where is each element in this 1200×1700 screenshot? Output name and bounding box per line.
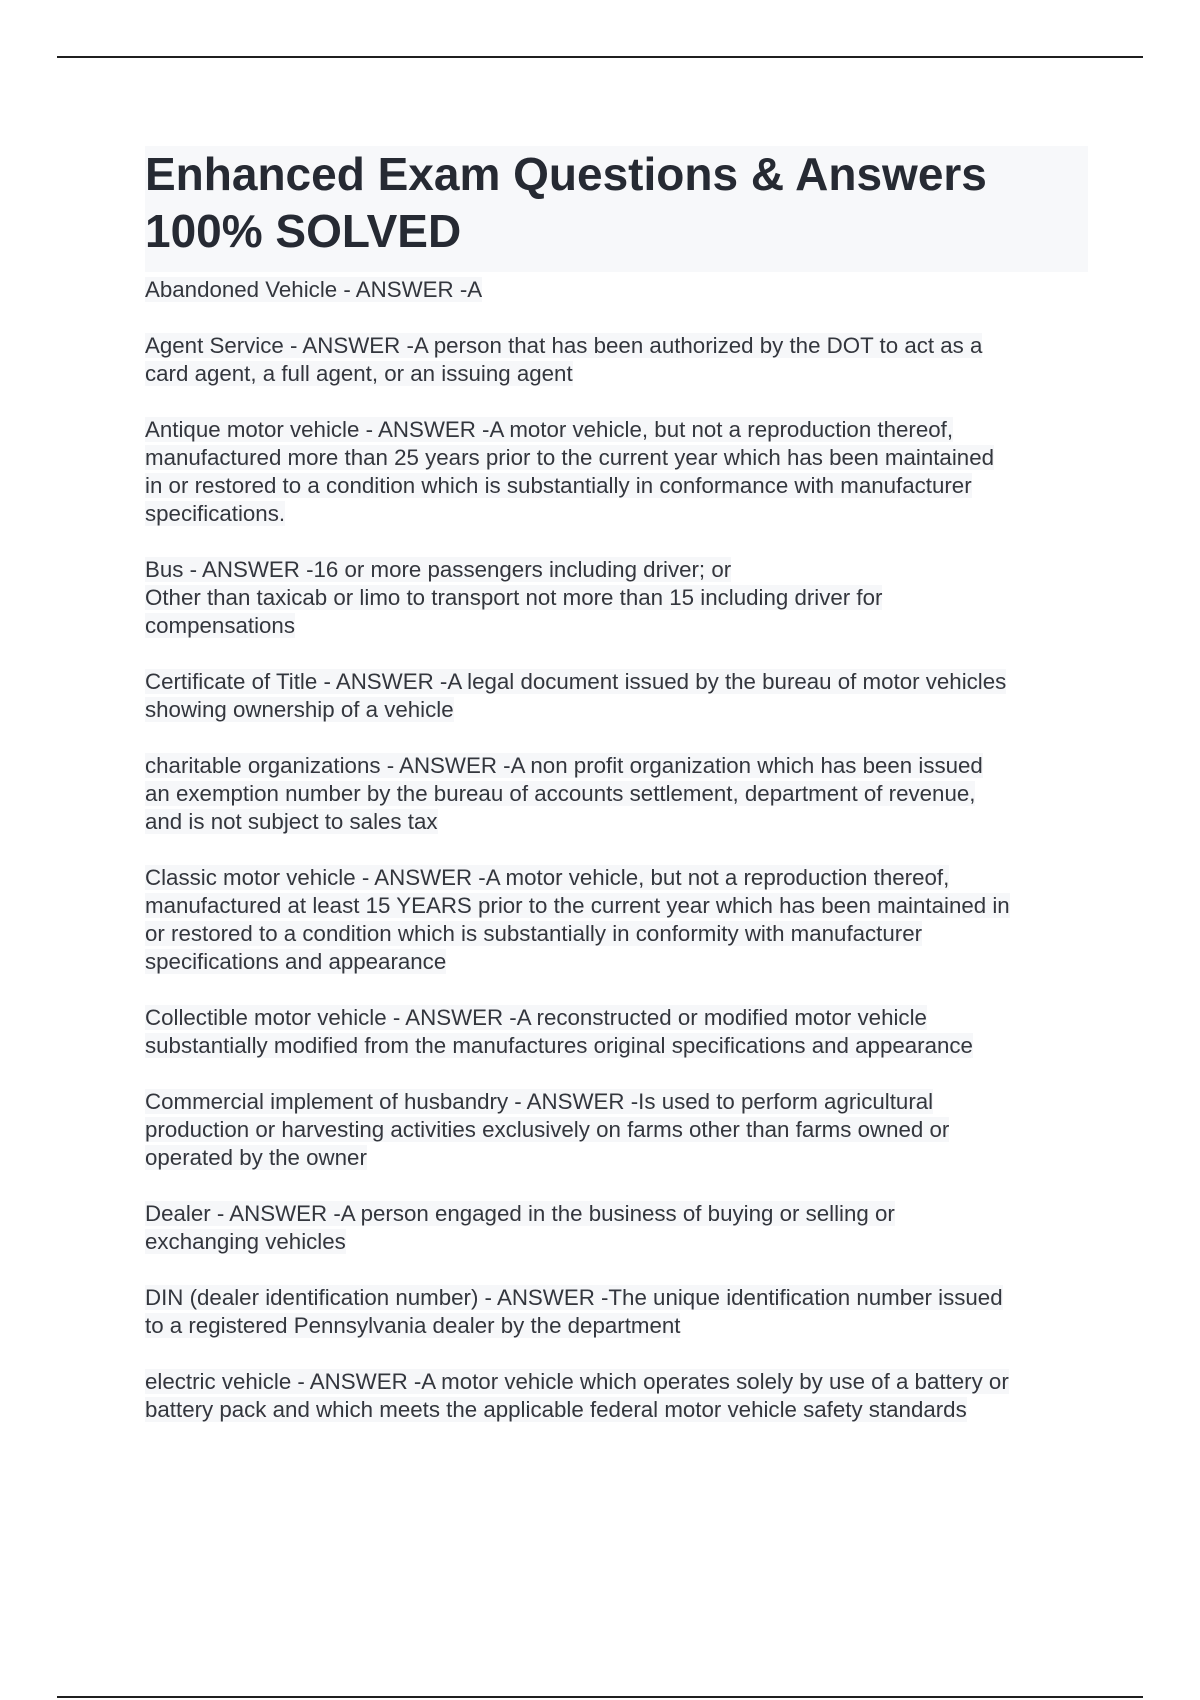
qa-entry-line: operated by the owner xyxy=(145,1145,367,1170)
qa-entry xyxy=(145,1284,1088,1340)
qa-entry-line: compensations xyxy=(145,613,295,638)
qa-entry-line: Classic motor vehicle - ANSWER -A motor vehicle, but not a reproduction thereof, xyxy=(145,865,950,890)
qa-entry-line: specifications. xyxy=(145,501,286,526)
qa-entry-line: charitable organizations - ANSWER -A non profit organization which has been issued xyxy=(145,753,983,778)
qa-entry xyxy=(145,276,1088,304)
qa-entry-line: production or harvesting activities exclusively on farms other than farms owned or xyxy=(145,1117,950,1142)
qa-entry-line: Collectible motor vehicle - ANSWER -A reconstructed or modified motor vehicle xyxy=(145,1005,927,1030)
bottom-rule xyxy=(57,1696,1143,1698)
qa-entry-line: or restored to a condition which is substantially in conformity with manufacturer xyxy=(145,921,923,946)
qa-entry-line: Agent Service - ANSWER -A person that has been authorized by the DOT to act as a xyxy=(145,333,983,358)
qa-entry xyxy=(145,1004,1088,1060)
qa-entry-line: DIN (dealer identification number) - ANSWER -The unique identification number issued xyxy=(145,1285,1003,1310)
title-line: Enhanced Exam Questions & Answers xyxy=(145,148,987,200)
qa-entry-line: to a registered Pennsylvania dealer by the department xyxy=(145,1313,681,1338)
qa-entry xyxy=(145,1088,1088,1172)
entry-list xyxy=(145,276,1088,1424)
qa-entry xyxy=(145,668,1088,724)
qa-entry-line: manufactured more than 25 years prior to the current year which has been maintained xyxy=(145,445,994,470)
title-line: 100% SOLVED xyxy=(145,205,462,257)
qa-entry-line: and is not subject to sales tax xyxy=(145,809,438,834)
qa-entry-line: specifications and appearance xyxy=(145,949,447,974)
qa-entry-line: battery pack and which meets the applicable federal motor vehicle safety standards xyxy=(145,1397,967,1422)
qa-entry-line: Dealer - ANSWER -A person engaged in the business of buying or selling or xyxy=(145,1201,895,1226)
qa-entry-line: an exemption number by the bureau of accounts settlement, department of revenue, xyxy=(145,781,976,806)
qa-entry xyxy=(145,864,1088,976)
qa-entry-line: Abandoned Vehicle - ANSWER -A xyxy=(145,277,483,302)
qa-entry-line: Other than taxicab or limo to transport not more than 15 including driver for xyxy=(145,585,883,610)
qa-entry-line: electric vehicle - ANSWER -A motor vehicle which operates solely by use of a battery or xyxy=(145,1369,1009,1394)
qa-entry-line: showing ownership of a vehicle xyxy=(145,697,454,722)
top-rule xyxy=(57,56,1143,58)
qa-entry-line: in or restored to a condition which is substantially in conformance with manufacturer xyxy=(145,473,972,498)
page-title xyxy=(145,146,1088,260)
qa-entry xyxy=(145,416,1088,528)
qa-entry-line: card agent, a full agent, or an issuing agent xyxy=(145,361,573,386)
qa-entry-line: exchanging vehicles xyxy=(145,1229,346,1254)
qa-entry-line: Certificate of Title - ANSWER -A legal document issued by the bureau of motor vehicles xyxy=(145,669,1007,694)
qa-entry-line: Bus - ANSWER -16 or more passengers including driver; or xyxy=(145,557,732,582)
qa-entry-line: manufactured at least 15 YEARS prior to the current year which has been maintained in xyxy=(145,893,1010,918)
qa-entry xyxy=(145,752,1088,836)
document-body xyxy=(145,146,1088,1452)
title-block xyxy=(145,146,1088,272)
qa-entry xyxy=(145,1368,1088,1424)
qa-entry xyxy=(145,332,1088,388)
qa-entry xyxy=(145,1200,1088,1256)
qa-entry-line: Commercial implement of husbandry - ANSWER -Is used to perform agricultural xyxy=(145,1089,934,1114)
qa-entry-line: Antique motor vehicle - ANSWER -A motor vehicle, but not a reproduction thereof, xyxy=(145,417,954,442)
qa-entry-line: substantially modified from the manufactures original specifications and appearance xyxy=(145,1033,973,1058)
qa-entry xyxy=(145,556,1088,640)
